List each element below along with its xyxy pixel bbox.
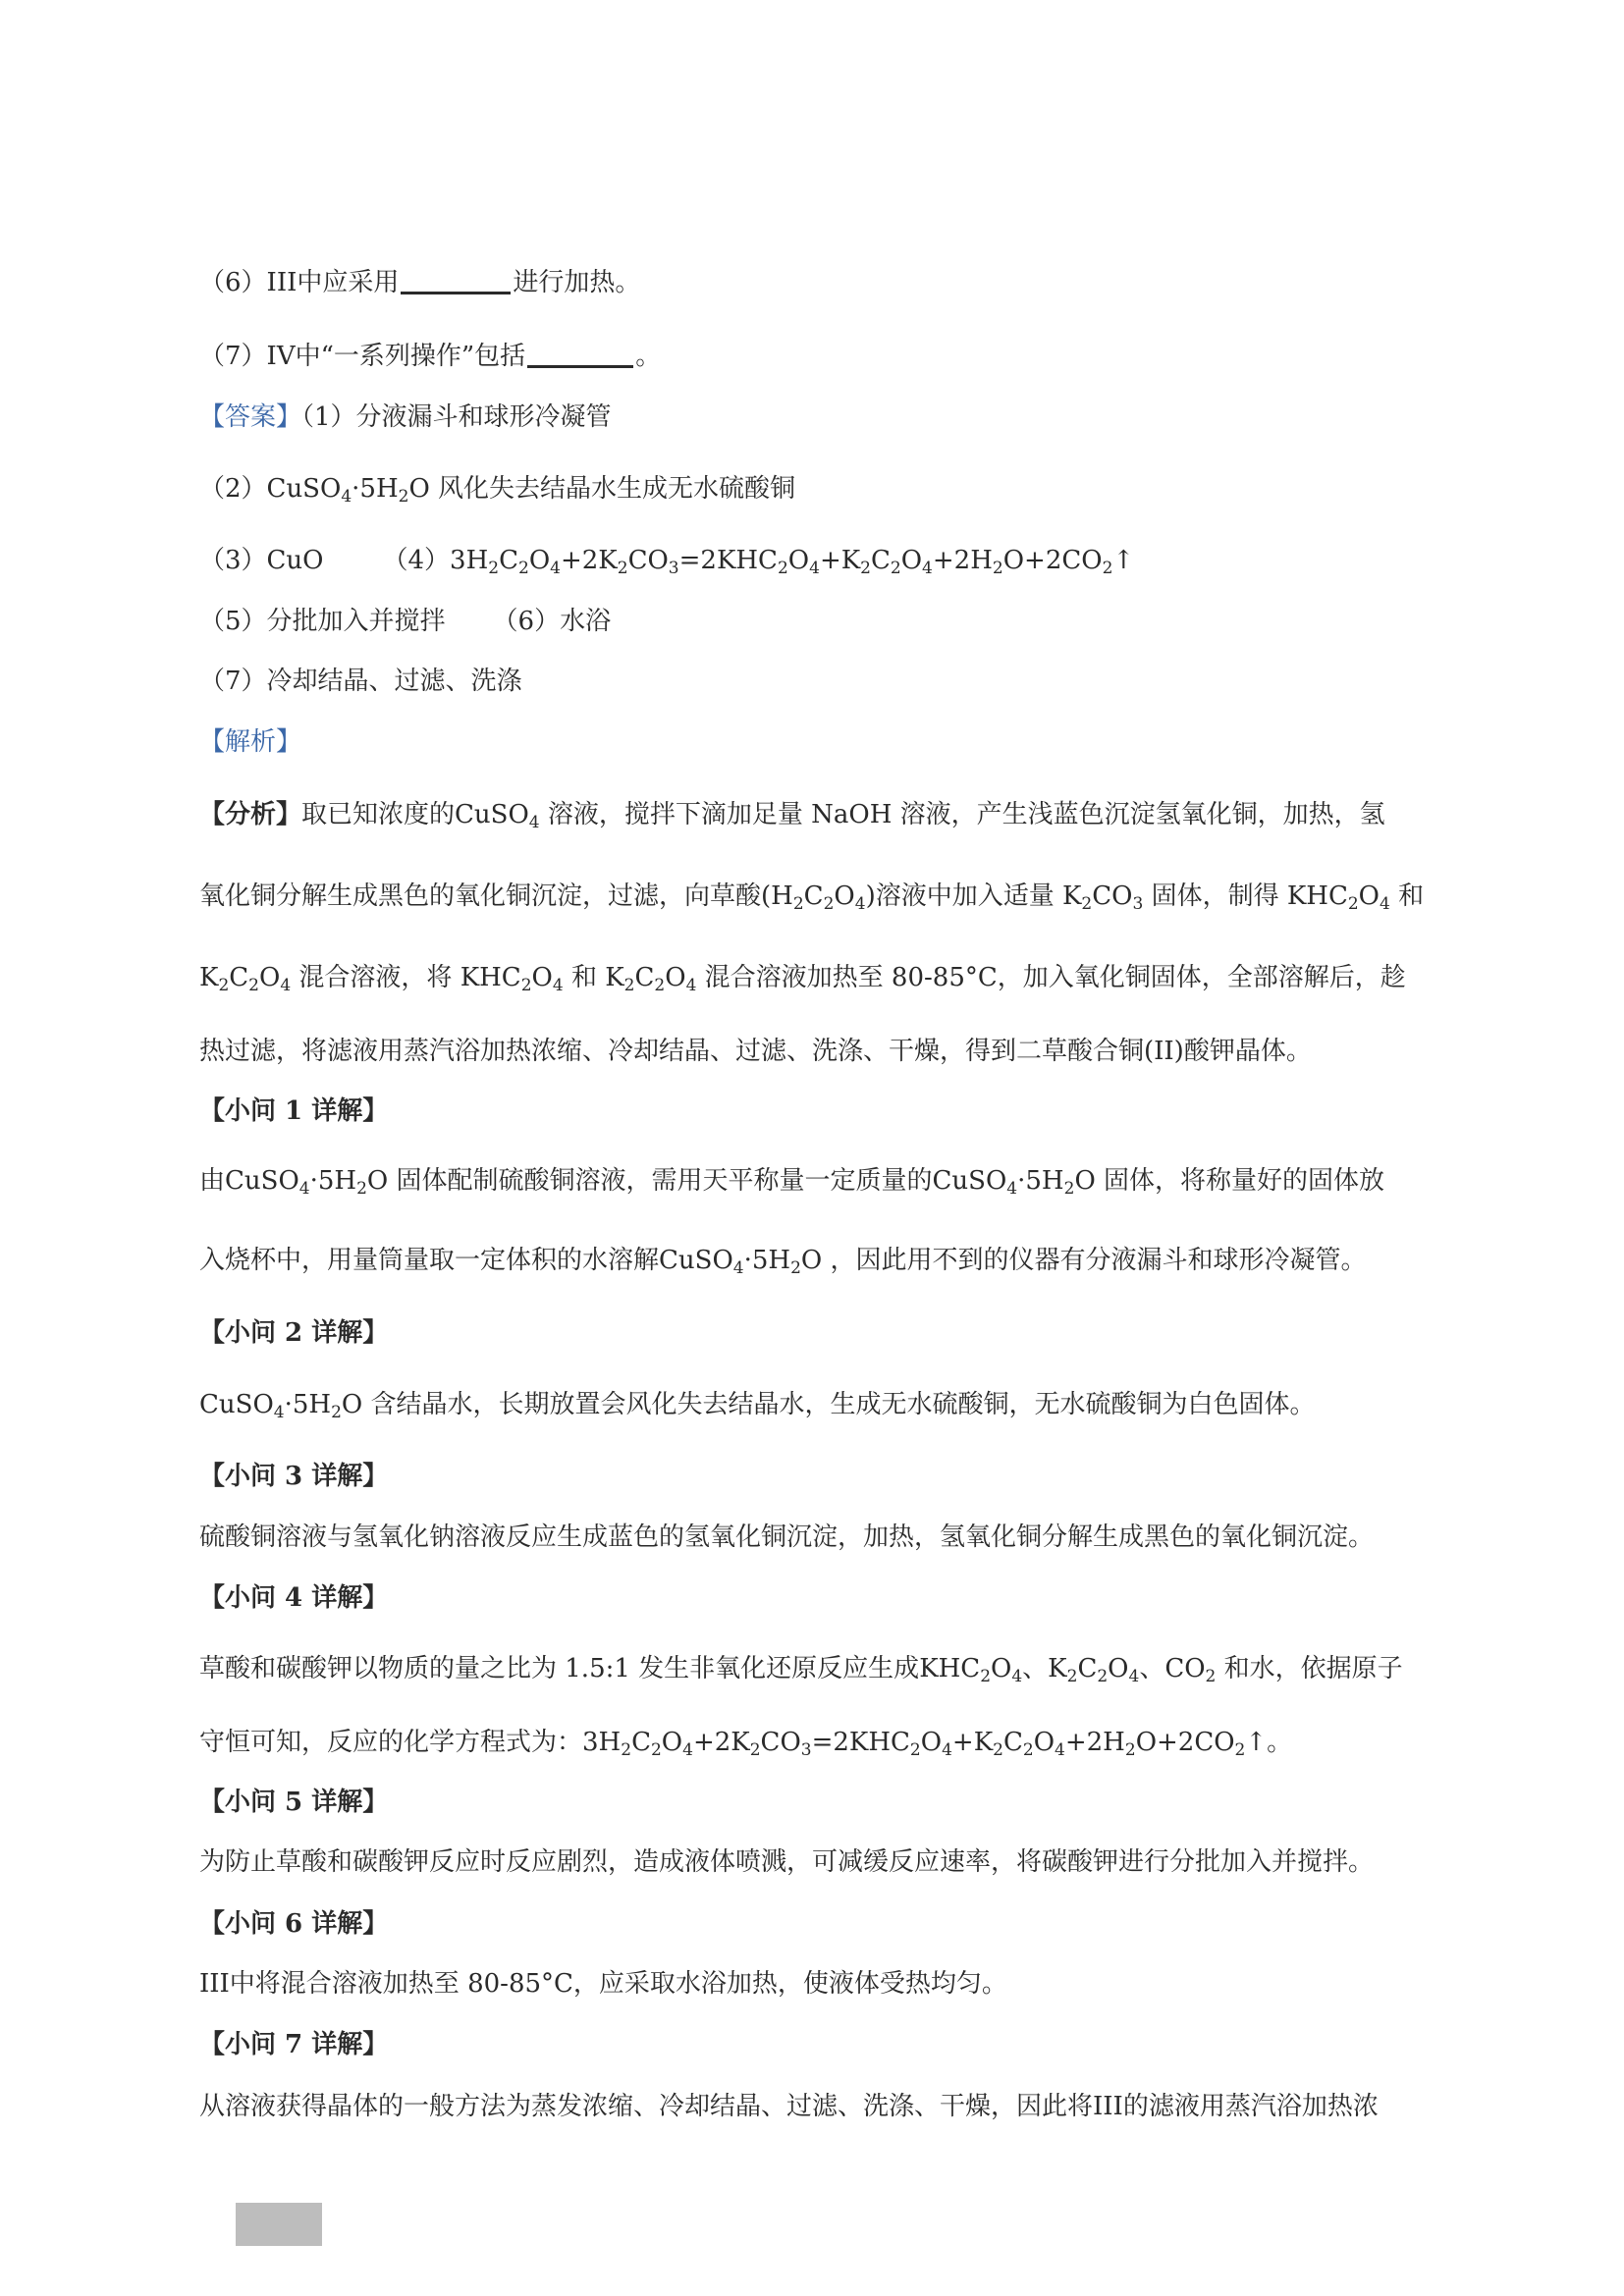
answer-blank [527, 340, 633, 368]
answer-3-4: （3）CuO $(4)3H_2C_2O_4+2K_2CO_3=2KHC_2O_4+K_2C_2O_4+2H_2O+2CO_2↑$ [199, 546, 1135, 578]
answer-1: 【答案】（1）分液漏斗和球形冷凝管 [199, 402, 612, 432]
sub6-title: 【小问 6 详解】 [199, 1909, 389, 1939]
sub3-title: 【小问 3 详解】 [199, 1462, 389, 1491]
sub4-line-2: 守恒可知，反应的化学方程式为：$3H_2C_2O_4+2K_2CO_3=2KHC_2O_4+K_2C_2O_4+2H_2O+2CO_2↑$。 [199, 1728, 1293, 1760]
sub4-line-1: 草酸和碳酸钾以物质的量之比为 1.5:1 发生非氧化还原反应生成$KHC_2O_4$、$K_2C_2O_4$、$CO_2$ 和水，依据原子 [199, 1654, 1403, 1686]
analysis-para-2: 氧化铜分解生成黑色的氧化铜沉淀，过滤，向草酸$(H_2C_2O_4)$溶液中加入适量 $K_2CO_3$ 固体，制得 $KHC_2O_4$ 和 [199, 881, 1425, 914]
analysis-para-3: $K_2C_2O_4$ 混合溶液，将 $KHC_2O_4$ 和 $K_2C_2O_4$ 混合溶液加热至 80-85°C，加入氧化铜固体，全部溶解后，趁 [199, 963, 1406, 995]
sub1-line-2: 入烧杯中，用量筒量取一定体积的水溶解$CuSO_4\cdot 5H_2O$ ，因此用不到的仪器有分液漏斗和球形冷凝管。 [199, 1246, 1367, 1278]
analysis-tag: 【解析】 [199, 727, 302, 757]
analysis-para-1: 【分析】取已知浓度的CuSO$_4$ 溶液，搅拌下滴加足量 NaOH 溶液，产生浅蓝色沉淀氢氧化铜，加热，氢 [199, 800, 1385, 832]
answer-7: （7）冷却结晶、过滤、洗涤 [199, 667, 522, 696]
sub7-line-1: 从溶液获得晶体的一般方法为蒸发浓缩、冷却结晶、过滤、洗涤、干燥，因此将III的滤液用蒸汽浴加热浓 [199, 2092, 1379, 2121]
sub1-line-1: 由$CuSO_4\cdot 5H_2O$ 固体配制硫酸铜溶液，需用天平称量一定质量的$CuSO_4\cdot 5H_2O$ 固体，将称量好的固体放 [199, 1166, 1385, 1199]
sub4-title: 【小问 4 详解】 [199, 1583, 389, 1613]
answer-blank [401, 266, 511, 294]
sub5-line-1: 为防止草酸和碳酸钾反应时反应剧烈，造成液体喷溅，可减缓反应速率，将碳酸钾进行分批加入并搅拌。 [199, 1847, 1375, 1877]
answer-2: $(2)CuSO_4\cdot 5H_2O$ 风化失去结晶水生成无水硫酸铜 [199, 474, 796, 507]
footer-gray-block [236, 2203, 322, 2246]
question-6: （6）III中应采用 进行加热。 [199, 268, 641, 297]
question-7: （7）IV中“一系列操作”包括 。 [199, 342, 662, 371]
sub3-line-1: 硫酸铜溶液与氢氧化钠溶液反应生成蓝色的氢氧化铜沉淀，加热，氢氧化铜分解生成黑色的氧化铜沉淀。 [199, 1522, 1375, 1552]
answer-5-6: （5）分批加入并搅拌 （6）水浴 [199, 607, 612, 636]
sub5-title: 【小问 5 详解】 [199, 1788, 389, 1817]
answer-tag: 【答案】 [199, 402, 302, 432]
sub2-line-1: $CuSO_4\cdot 5H_2O$ 含结晶水，长期放置会风化失去结晶水，生成无水硫酸铜，无水硫酸铜为白色固体。 [199, 1390, 1316, 1422]
sub2-title: 【小问 2 详解】 [199, 1318, 389, 1348]
sub1-title: 【小问 1 详解】 [199, 1096, 389, 1126]
analysis-para-4: 热过滤，将滤液用蒸汽浴加热浓缩、冷却结晶、过滤、洗涤、干燥，得到二草酸合铜(II)酸钾晶体。 [199, 1037, 1312, 1066]
sub7-title: 【小问 7 详解】 [199, 2030, 389, 2059]
sub6-line-1: III中将混合溶液加热至 80-85°C，应采取水浴加热，使液体受热均匀。 [199, 1969, 1007, 1999]
